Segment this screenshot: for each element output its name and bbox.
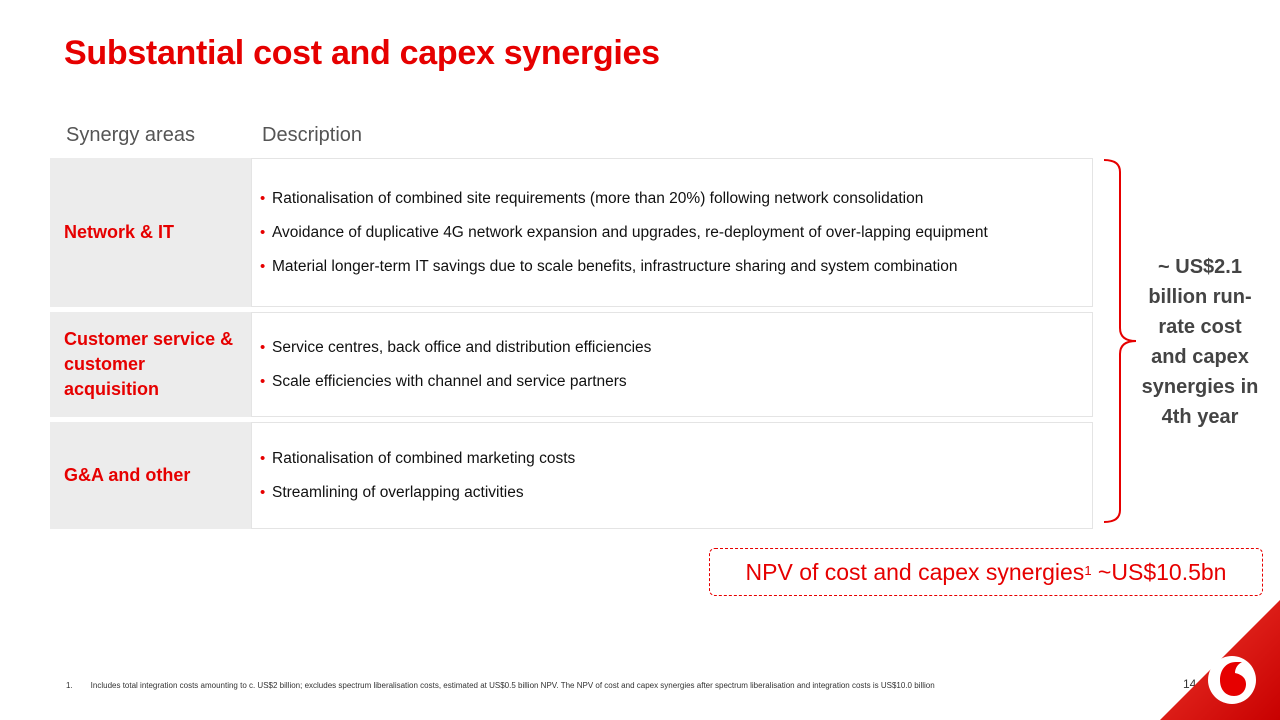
vodafone-speechmark-icon: [1160, 600, 1280, 720]
list-item: [260, 222, 1082, 244]
footnote-number: 1.: [66, 681, 73, 690]
synergy-row-customer-service: [50, 312, 1093, 417]
list-item: [260, 256, 1082, 278]
bullet-text: Scale efficiencies with channel and service partners: [272, 372, 627, 390]
bullet-text: Avoidance of duplicative 4G network expansion and upgrades, re-deployment of over-lapping equipment: [272, 223, 988, 241]
bullet-icon: •: [260, 483, 266, 501]
page-title: Substantial cost and capex synergies: [64, 34, 660, 72]
curly-brace-icon: [1100, 158, 1140, 524]
bullet-icon: •: [260, 223, 266, 241]
list-item: [260, 448, 1082, 470]
list-item: [260, 337, 1082, 359]
bullet-icon: •: [260, 372, 266, 390]
bullet-text: Streamlining of overlapping activities: [272, 483, 524, 501]
footnote-text: Includes total integration costs amounting to c. US$2 billion; excludes spectrum liberalisation costs, estimated at US$0.5 billion NPV. The NPV of cost and capex synergies after spectrum liberalisation and integration costs is US$10.0 billion: [90, 681, 935, 690]
footnote-marker: 1: [1084, 562, 1092, 578]
synergy-description: [251, 312, 1093, 417]
synergy-row-ga-other: [50, 422, 1093, 529]
synergy-description: [251, 158, 1093, 307]
bullet-text: Material longer-term IT savings due to scale benefits, infrastructure sharing and system combination: [272, 257, 958, 275]
npv-callout: [709, 548, 1263, 596]
synergy-row-network-it: [50, 158, 1093, 307]
bullet-icon: •: [260, 189, 266, 207]
npv-label: NPV of cost and capex synergies: [745, 558, 1085, 585]
synergy-description: [251, 422, 1093, 529]
bullet-icon: •: [260, 338, 266, 356]
synergy-summary: ~ US$2.1 billion run-rate cost and capex synergies in 4th year: [1141, 256, 1259, 428]
column-header-description: Description: [262, 124, 363, 146]
bullet-text: Rationalisation of combined site requirements (more than 20%) following network consolidation: [272, 189, 924, 207]
list-item: [260, 482, 1082, 504]
bullet-text: Rationalisation of combined marketing costs: [272, 449, 576, 467]
synergy-area-label: Customer service & customer acquisition: [50, 312, 251, 417]
footnote: [66, 681, 935, 690]
synergy-area-label: Network & IT: [50, 158, 251, 307]
page-number: 14: [1183, 677, 1197, 691]
bullet-icon: •: [260, 257, 266, 275]
column-header-synergy-areas: Synergy areas: [66, 124, 195, 146]
synergy-area-label: G&A and other: [50, 422, 251, 529]
bullet-icon: •: [260, 449, 266, 467]
list-item: [260, 188, 1082, 210]
list-item: [260, 371, 1082, 393]
bullet-text: Service centres, back office and distribution efficiencies: [272, 338, 652, 356]
npv-value: ~US$10.5bn: [1091, 558, 1227, 585]
